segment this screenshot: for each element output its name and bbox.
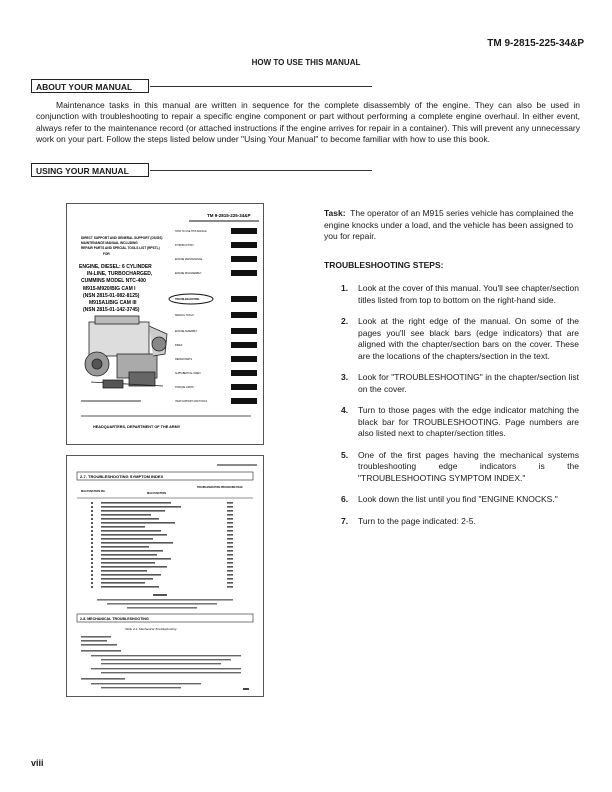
list-item [341, 283, 579, 306]
index-col-right: TROUBLESHOOTING PROCEDURE PAGE [197, 487, 243, 489]
index-table-caption: Table 2-1. Mechanical Troubleshooting [125, 627, 177, 631]
cover-engine-line: (NSN 2815-01-082-8125) [83, 293, 140, 299]
cover-tab: INDEX [175, 344, 183, 347]
cover-engine-line: (NSN 2815-01-142-3745) [83, 307, 140, 313]
step-number: 2. [341, 316, 349, 326]
cover-tab: ITEM SUPPORT AND TOOLS [175, 400, 208, 403]
cover-tab: ALPHABETICAL INDEX [175, 372, 201, 375]
divider [150, 86, 372, 87]
index-table-body [81, 636, 241, 688]
page-number: viii [31, 758, 44, 768]
page-title: HOW TO USE THIS MANUAL [251, 58, 361, 67]
cover-tab: ENGINE DISASSEMBLY [175, 272, 202, 275]
cover-illustration [67, 204, 263, 444]
document-number: TM 9-2815-225-34&P [487, 38, 584, 49]
index-col-mid: MALFUNCTION [147, 492, 167, 495]
cover-engine-line: IN-LINE, TURBOCHARGED, [87, 271, 153, 277]
step-number: 1. [341, 283, 349, 293]
cover-engine-line: M915A1/BIG CAM III [89, 300, 137, 306]
divider [150, 170, 372, 171]
cover-tab: ENGINE ASSEMBLY [175, 330, 198, 333]
cover-engine-line: M915-M920/BIG CAM I [83, 286, 136, 292]
cover-tab: REPAIR PARTS [175, 358, 193, 361]
index-section-title: 2-7. TROUBLESHOOTING SYMPTOM INDEX [80, 474, 164, 479]
troubleshooting-heading: TROUBLESHOOTING STEPS: [324, 260, 444, 270]
cover-tab: TORQUE LIMITS [175, 386, 194, 389]
step-text: Turn to the page indicated: 2-5. [358, 515, 476, 526]
cover-title-line: REPAIR PARTS AND SPECIAL TOOLS LIST (RPSTL) [81, 246, 160, 250]
task-text: The operator of an M915 series vehicle has complained the engine knocks under a load, and the vehicle has been assigned to you for repair. [324, 208, 574, 241]
troubleshooting-steps-list [341, 283, 579, 537]
task-label: Task: [324, 208, 346, 218]
cover-title-line: DIRECT SUPPORT AND GENERAL SUPPORT (DS/GS) [81, 236, 163, 240]
step-number: 5. [341, 449, 349, 460]
cover-tab: INTRODUCTION [175, 244, 194, 247]
cover-tab: ENGINE MAINTENANCE [175, 258, 203, 261]
cover-tab: SPECIAL TOOLS [175, 314, 194, 317]
index-col-left: MALFUNCTION NO. [81, 490, 106, 493]
engine-drawing [85, 316, 167, 388]
about-paragraph-text: Maintenance tasks in this manual are written in sequence for the complete disassembly of the engine. They can also be used in conjunction with troubleshooting to repair a specific engine component or part without performing a complete engine overhaul. In either event, always refer to the maintenance record (or attached instructions if the engine arrives for repair in a container). This will prevent any unnecessary work on your part. Follow the steps listed below under "Using Your Manual" to become familiar with how to use this book. [36, 100, 580, 144]
list-item [341, 494, 579, 506]
index-sub-title: 2-8. MECHANICAL TROUBLESHOOTING [80, 617, 149, 621]
symptom-index-page-image [66, 455, 264, 697]
step-text: Turn to those pages with the edge indicator matching the black bar for TROUBLESHOOTING. Page numbers are also listed next to chapter/section titles. [358, 405, 579, 438]
index-rows [91, 502, 233, 588]
section-heading-about: ABOUT YOUR MANUAL [31, 79, 149, 93]
list-item [341, 405, 579, 440]
index-illustration [67, 456, 263, 696]
cover-engine-line: CUMMINS MODEL NTC-400 [81, 278, 146, 284]
step-text: Look at the cover of this manual. You'll see chapter/section titles listed from top to bottom on the right-hand side. [358, 283, 579, 305]
cover-title-line: FOR [103, 252, 110, 256]
list-item [341, 372, 579, 395]
step-text: Look for "TROUBLESHOOTING" in the chapter/section list on the cover. [358, 372, 579, 394]
cover-engine-line: ENGINE, DIESEL: 6 CYLINDER [79, 264, 152, 270]
step-number: 7. [341, 515, 349, 526]
step-text: Look down the list until you find "ENGINE KNOCKS." [358, 494, 558, 504]
section-heading-using: USING YOUR MANUAL [31, 163, 149, 177]
cover-tm: TM 9-2815-225-34&P [207, 213, 251, 218]
list-item [341, 316, 579, 362]
about-paragraph [36, 100, 580, 145]
manual-cover-image [66, 203, 264, 445]
step-text: Look at the right edge of the manual. On some of the pages you'll see black bars (edge indicators) that are aligned with the chapter/section bars on the cover. These are the locations of the chapters/section in the text. [358, 316, 579, 361]
step-text: One of the first pages having the mechanical systems troubleshooting edge indicators is the "TROUBLESHOOTING SYMPTOM INDEX." [358, 449, 579, 483]
cover-chapter-tabs [169, 228, 257, 404]
step-number: 6. [341, 494, 349, 504]
cover-title-line: MAINTENANCE MANUAL INCLUDING [81, 241, 138, 245]
step-number: 3. [341, 372, 349, 382]
cover-hq: HEADQUARTERS, DEPARTMENT OF THE ARMY [93, 425, 181, 429]
cover-tab: TROUBLESHOOTING [175, 298, 200, 301]
task-description [324, 208, 578, 243]
cover-tab: HOW TO USE THIS MANUAL [175, 230, 208, 233]
list-item [341, 450, 579, 485]
list-item [341, 516, 579, 528]
step-number: 4. [341, 405, 349, 415]
